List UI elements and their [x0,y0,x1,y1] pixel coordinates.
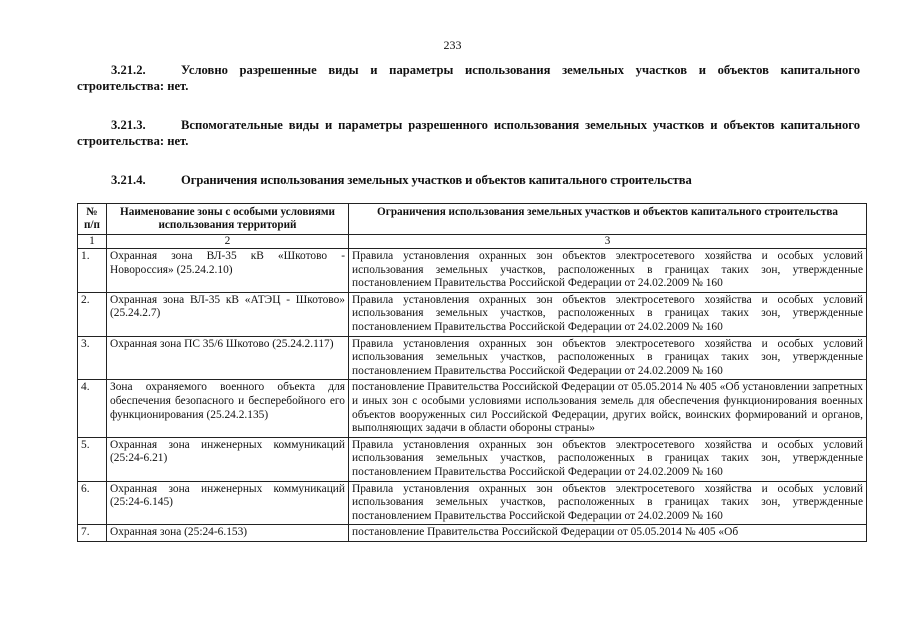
restriction-text: постановление Правительства Российской Федерации от 05.05.2014 № 405 «Об [349,525,867,542]
table-row [78,380,867,437]
row-number: 6. [78,481,107,525]
zone-name: Охранная зона инженерных коммуникаций (25:24-6.145) [107,481,349,525]
table-row [78,336,867,380]
section-title: Вспомогательные виды и параметры разрешенного использования земельных участков и объектов капитального строительства: нет. [77,118,860,148]
row-number: 5. [78,437,107,481]
restrictions-table [77,203,867,542]
table-row [78,437,867,481]
row-number: 3. [78,336,107,380]
zone-name: Охранная зона (25:24-6.153) [107,525,349,542]
zone-name: Охранная зона ВЛ-35 кВ «Шкотово - Новороссия» (25.24.2.10) [107,249,349,293]
zone-name: Охранная зона ВЛ-35 кВ «АТЭЦ - Шкотово» (25.24.2.7) [107,292,349,336]
table-row [78,481,867,525]
zone-name: Охранная зона инженерных коммуникаций (25:24-6.21) [107,437,349,481]
section-title: Условно разрешенные виды и параметры использования земельных участков и объектов капитального строительства: нет. [77,63,860,93]
table-row [78,292,867,336]
section-title: Ограничения использования земельных участков и объектов капитального строительства [181,173,692,187]
table-index-row [78,235,867,249]
row-number: 1. [78,249,107,293]
zone-name: Зона охраняемого военного объекта для обеспечения безопасного и бесперебойного его функционирования (25.24.2.135) [107,380,349,437]
row-number: 4. [78,380,107,437]
section-number: 3.21.4. [111,173,146,187]
row-number: 2. [78,292,107,336]
page-number: 233 [443,38,462,52]
section-number: 3.21.3. [111,118,146,132]
section-heading-3-21-3 [77,117,860,149]
row-number: 7. [78,525,107,542]
column-header-restriction: Ограничения использования земельных участков и объектов капитального строительства [349,204,867,235]
index-cell: 1 [78,235,107,249]
table-header-row [78,204,867,235]
table-row [78,249,867,293]
index-cell: 2 [107,235,349,249]
column-header-number: № п/п [78,204,107,235]
restriction-text: Правила установления охранных зон объектов электросетевого хозяйства и особых условий использования земельных участков, расположенных в границах таких зон, утвержденные постановлением Правительства Российской Федерации от 24.02.2009 № 160 [349,249,867,293]
zone-name: Охранная зона ПС 35/6 Шкотово (25.24.2.117) [107,336,349,380]
restriction-text: постановление Правительства Российской Федерации от 05.05.2014 № 405 «Об установлении запретных и иных зон с особыми условиями использования земель для обеспечения функционирования военных объектов вооруженных сил Российской Федерации, других войск, воинских формирований и органов, выполняющих задачи в области обороны страны» [349,380,867,437]
restriction-text: Правила установления охранных зон объектов электросетевого хозяйства и особых условий использования земельных участков, расположенных в границах таких зон, утвержденные постановлением Правительства Российской Федерации от 24.02.2009 № 160 [349,336,867,380]
restriction-text: Правила установления охранных зон объектов электросетевого хозяйства и особых условий использования земельных участков, расположенных в границах таких зон, утвержденные постановлением Правительства Российской Федерации от 24.02.2009 № 160 [349,437,867,481]
table-row [78,525,867,542]
section-heading-3-21-2 [77,62,860,94]
index-cell: 3 [349,235,867,249]
restriction-text: Правила установления охранных зон объектов электросетевого хозяйства и особых условий использования земельных участков, расположенных в границах таких зон, утвержденные постановлением Правительства Российской Федерации от 24.02.2009 № 160 [349,481,867,525]
section-number: 3.21.2. [111,63,146,77]
column-header-zone: Наименование зоны с особыми условиями использования территорий [107,204,349,235]
restriction-text: Правила установления охранных зон объектов электросетевого хозяйства и особых условий использования земельных участков, расположенных в границах таких зон, утвержденные постановлением Правительства Российской Федерации от 24.02.2009 № 160 [349,292,867,336]
section-heading-3-21-4 [77,172,860,188]
